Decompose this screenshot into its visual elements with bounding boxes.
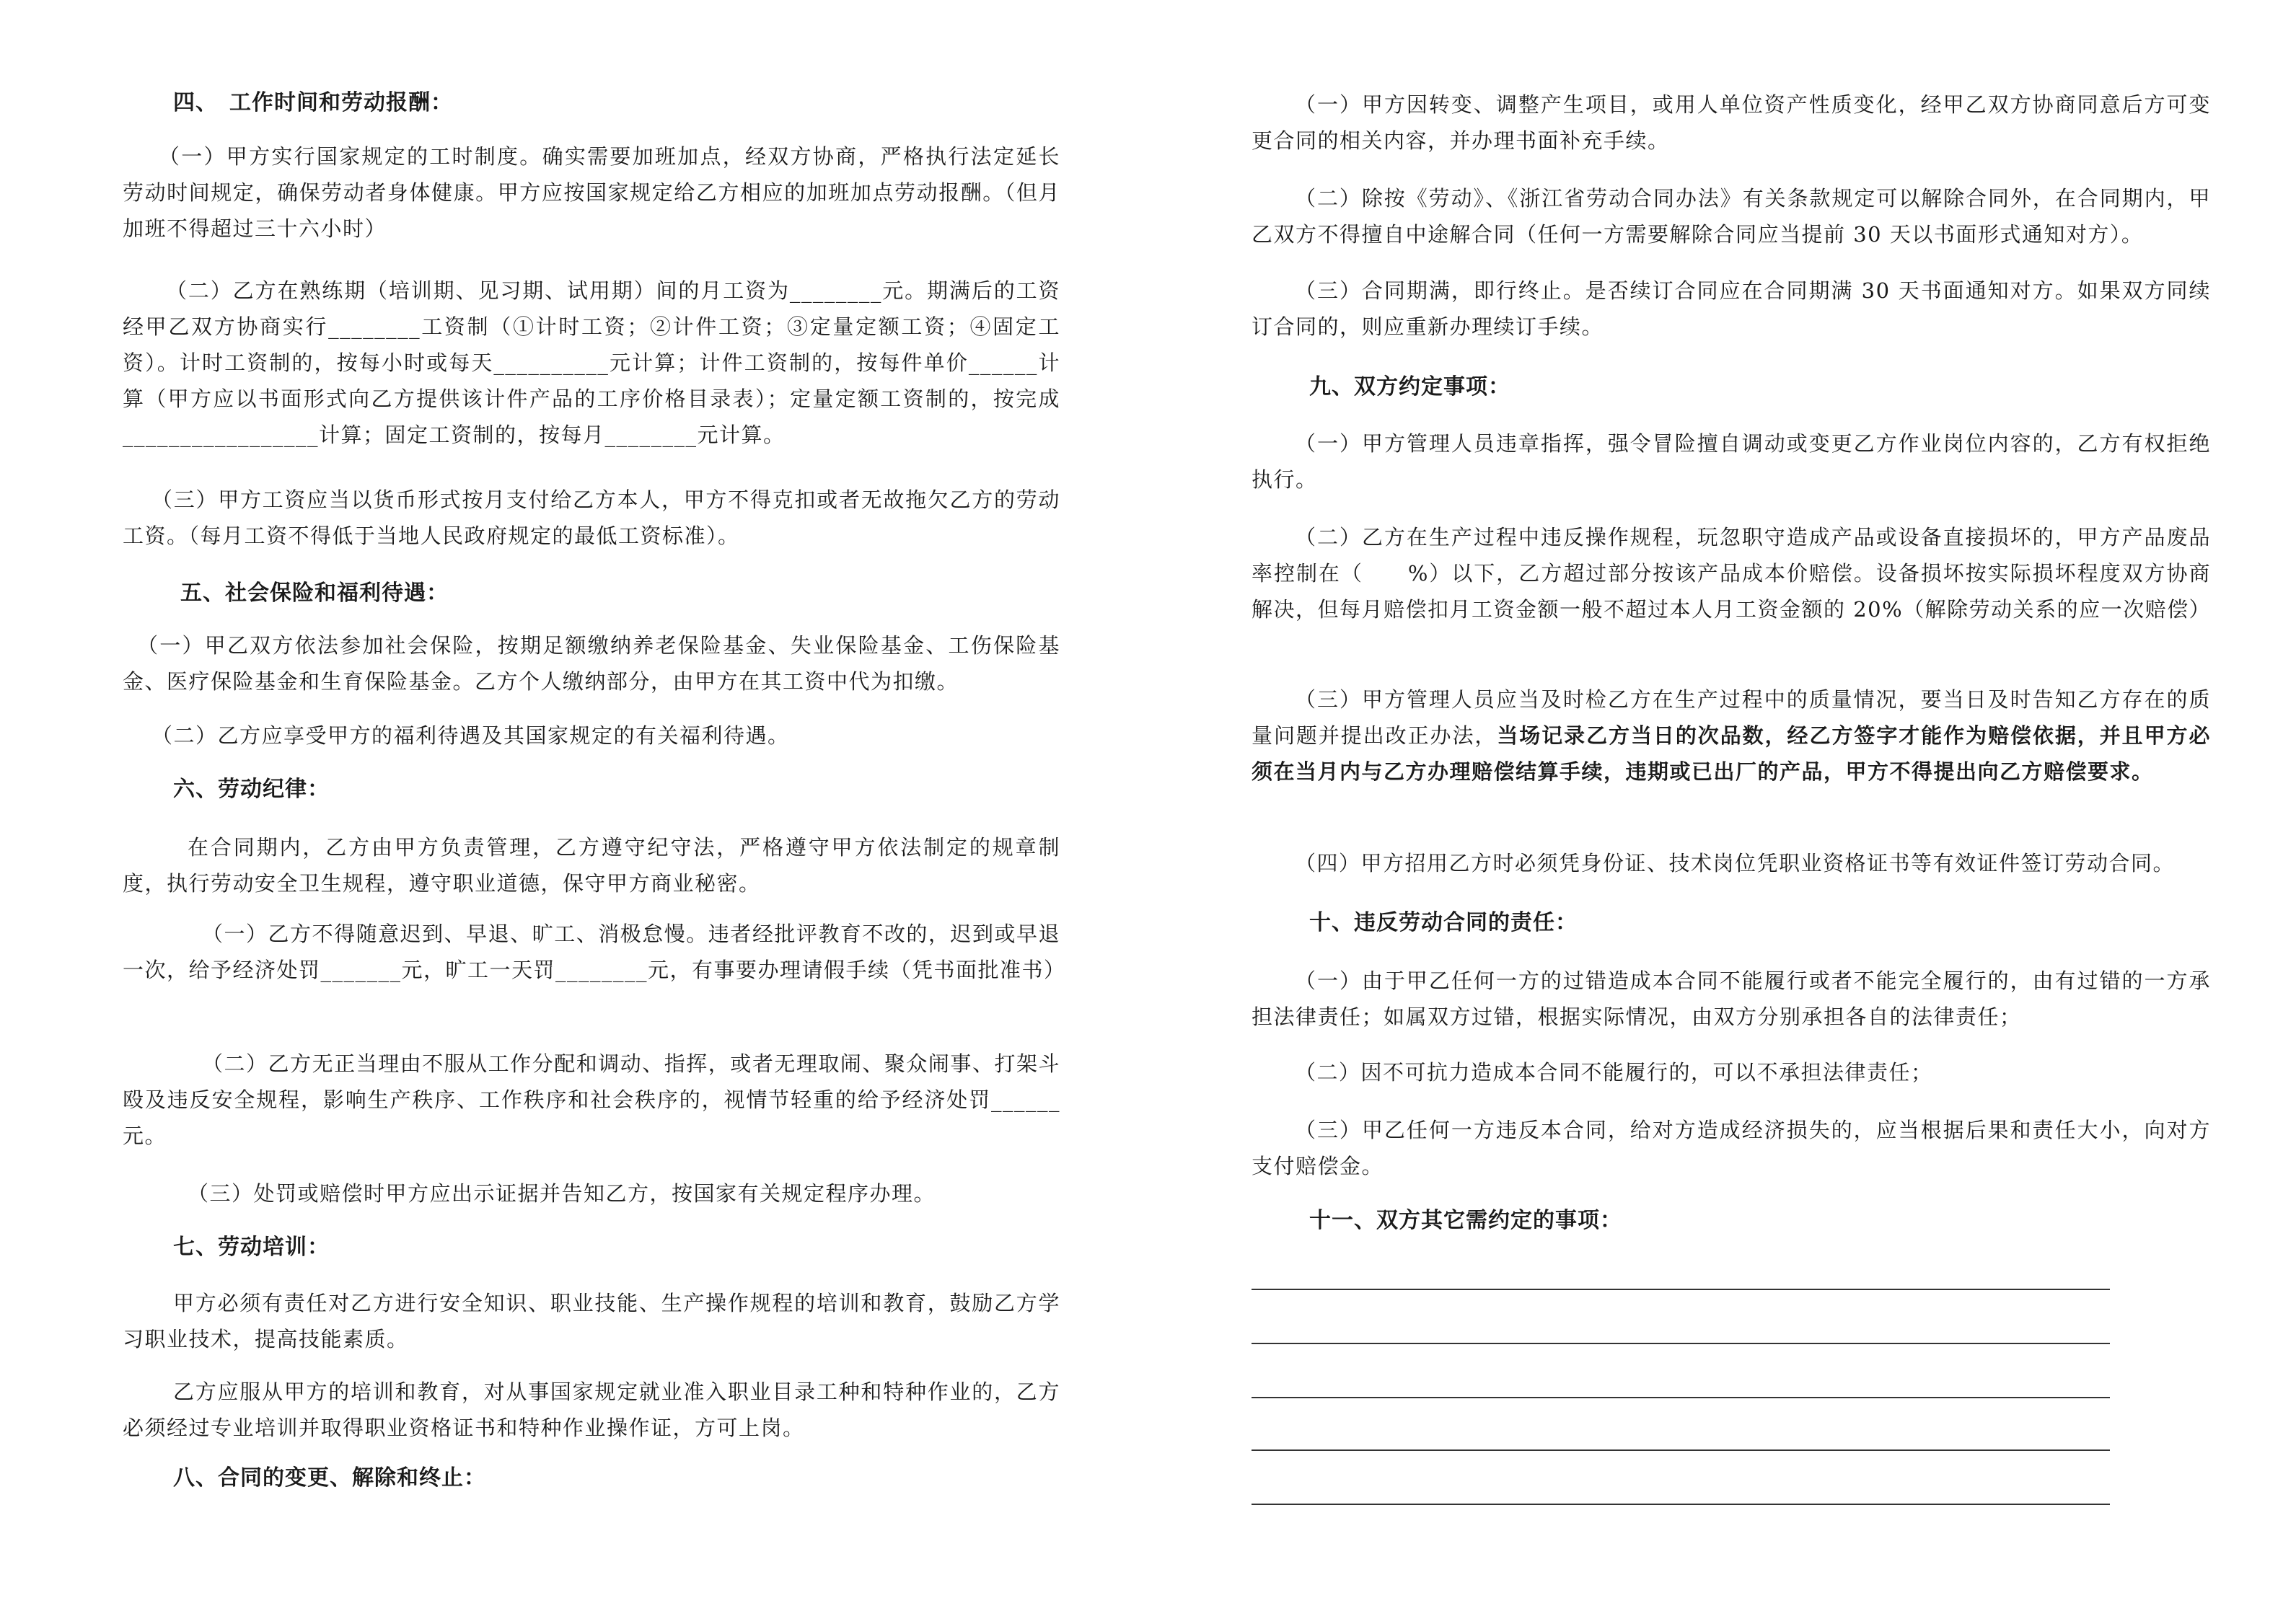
blank-line-1 [1252,1289,2110,1290]
section-5-heading: 五、社会保险和福利待遇： [180,581,449,606]
section-4-clause-1: （一）甲方实行国家规定的工时制度。确实需要加班加点，经双方协商，严格执行法定延长劳动时间规定，确保劳动者身体健康。甲方应按国家规定给乙方相应的加班加点劳动报酬。（但月加班不得超过三十六小时） [123,144,1060,241]
section-8-clause-1: （一）甲方因转变、调整产生项目，或用人单位资产性质变化，经甲乙双方协商同意后方可变更合同的相关内容，并办理书面补充手续。 [1252,92,2211,153]
section-9-clause-3-normal: （三）甲方管理人员应当及时检乙方在生产过程中的质量情况，要当日及时告知乙方存在的质量问题并提出改正办法， [1252,687,2211,748]
section-7-clause-1: 甲方必须有责任对乙方进行安全知识、职业技能、生产操作规程的培训和教育，鼓励乙方学习职业技术，提高技能素质。 [123,1291,1060,1351]
section-6-intro: 在合同期内，乙方由甲方负责管理，乙方遵守纪守法，严格遵守甲方依法制定的规章制度，执行劳动安全卫生规程，遵守职业道德，保守甲方商业秘密。 [123,835,1060,896]
section-10-heading: 十、违反劳动合同的责任： [1309,910,1578,935]
section-8-clause-2: （二）除按《劳动》、《浙江省劳动合同办法》有关条款规定可以解除合同外，在合同期内，甲乙双方不得擅自中途解合同（任何一方需要解除合同应当提前 30 天以书面形式通知对方）。 [1252,186,2211,247]
section-9-clause-3-bold: 当场记录乙方当日的次品数，经乙方签字才能作为赔偿依据，并且甲方必须在当月内与乙方办理赔偿结算手续，违期或已出厂的产品，甲方不得提出向乙方赔偿要求。 [1252,723,2211,784]
section-10-clause-1: （一）由于甲乙任何一方的过错造成本合同不能履行或者不能完全履行的，由有过错的一方承担法律责任；如属双方过错，根据实际情况，由双方分别承担各自的法律责任； [1252,968,2211,1029]
section-10-clause-2: （二）因不可抗力造成本合同不能履行的，可以不承担法律责任； [1295,1060,1933,1085]
section-5-clause-2: （二）乙方应享受甲方的福利待遇及其国家规定的有关福利待遇。 [151,723,790,748]
section-9-clause-3 [1252,681,2211,790]
section-9-clause-1: （一）甲方管理人员违章指挥，强令冒险擅自调动或变更乙方作业岗位内容的，乙方有权拒绝执行。 [1252,431,2211,492]
section-10-clause-3: （三）甲乙任何一方违反本合同，给对方造成经济损失的，应当根据后果和责任大小，向对方支付赔偿金。 [1252,1118,2211,1178]
blank-line-5 [1252,1504,2110,1505]
section-4-clause-2: （二）乙方在熟练期（培训期、见习期、试用期）间的月工资为________元。期满后的工资经甲乙双方协商实行________工资制（①计时工资；②计件工资；③定量定额工资；④固定工资）。计时工资制的，按每小时或每天__________元计算；计件工资制的，按每件单价______计算（甲方应以书面形式向乙方提供该计件产品的工序价格目录表）；定量定额工资制的，按完成_________________计算；固定工资制的，按每月________元计算。 [123,278,1060,447]
section-6-heading: 六、劳动纪律： [173,777,330,802]
section-4-clause-3: （三）甲方工资应当以货币形式按月支付给乙方本人，甲方不得克扣或者无故拖欠乙方的劳动工资。（每月工资不得低于当地人民政府规定的最低工资标准）。 [123,487,1060,548]
blank-line-4 [1252,1449,2110,1451]
section-9-clause-4: （四）甲方招用乙方时必须凭身份证、技术岗位凭职业资格证书等有效证件签订劳动合同。 [1295,851,2176,875]
section-8-clause-3: （三）合同期满，即行终止。是否续订合同应在合同期满 30 天书面通知对方。如果双方同续订合同的，则应重新办理续订手续。 [1252,278,2211,339]
section-7-clause-2: 乙方应服从甲方的培训和教育，对从事国家规定就业准入职业目录工种和特种作业的，乙方必须经过专业培训并取得职业资格证书和特种作业操作证，方可上岗。 [123,1380,1060,1440]
section-7-heading: 七、劳动培训： [173,1235,330,1260]
section-9-heading: 九、双方约定事项： [1309,374,1510,400]
section-6-clause-3: （三）处罚或赔偿时甲方应出示证据并告知乙方，按国家有关规定程序办理。 [188,1181,936,1206]
section-8-heading: 八、合同的变更、解除和终止： [173,1465,486,1491]
section-6-clause-1: （一）乙方不得随意迟到、早退、旷工、消极怠慢。违者经批评教育不改的，迟到或早退一次，给予经济处罚_______元，旷工一天罚________元，有事要办理请假手续（凭书面批准书） [123,922,1066,982]
section-4-heading: 四、 工作时间和劳动报酬： [173,90,453,115]
section-11-heading: 十一、双方其它需约定的事项： [1309,1208,1622,1233]
section-5-clause-1: （一）甲乙双方依法参加社会保险，按期足额缴纳养老保险基金、失业保险基金、工伤保险基金、医疗保险基金和生育保险基金。乙方个人缴纳部分，由甲方在其工资中代为扣缴。 [123,633,1060,694]
blank-line-2 [1252,1343,2110,1344]
blank-line-3 [1252,1397,2110,1398]
section-6-clause-2: （二）乙方无正当理由不服从工作分配和调动、指挥，或者无理取闹、聚众闹事、打架斗殴及违反安全规程，影响生产秩序、工作秩序和社会秩序的，视情节轻重的给予经济处罚______元。 [123,1051,1060,1148]
section-9-clause-2: （二）乙方在生产过程中违反操作规程，玩忽职守造成产品或设备直接损坏的，甲方产品废品率控制在（ %）以下，乙方超过部分按该产品成本价赔偿。设备损坏按实际损坏程度双方协商解决，但每月赔偿扣月工资金额一般不超过本人月工资金额的 20%（解除劳动关系的应一次赔偿） [1252,525,2212,622]
